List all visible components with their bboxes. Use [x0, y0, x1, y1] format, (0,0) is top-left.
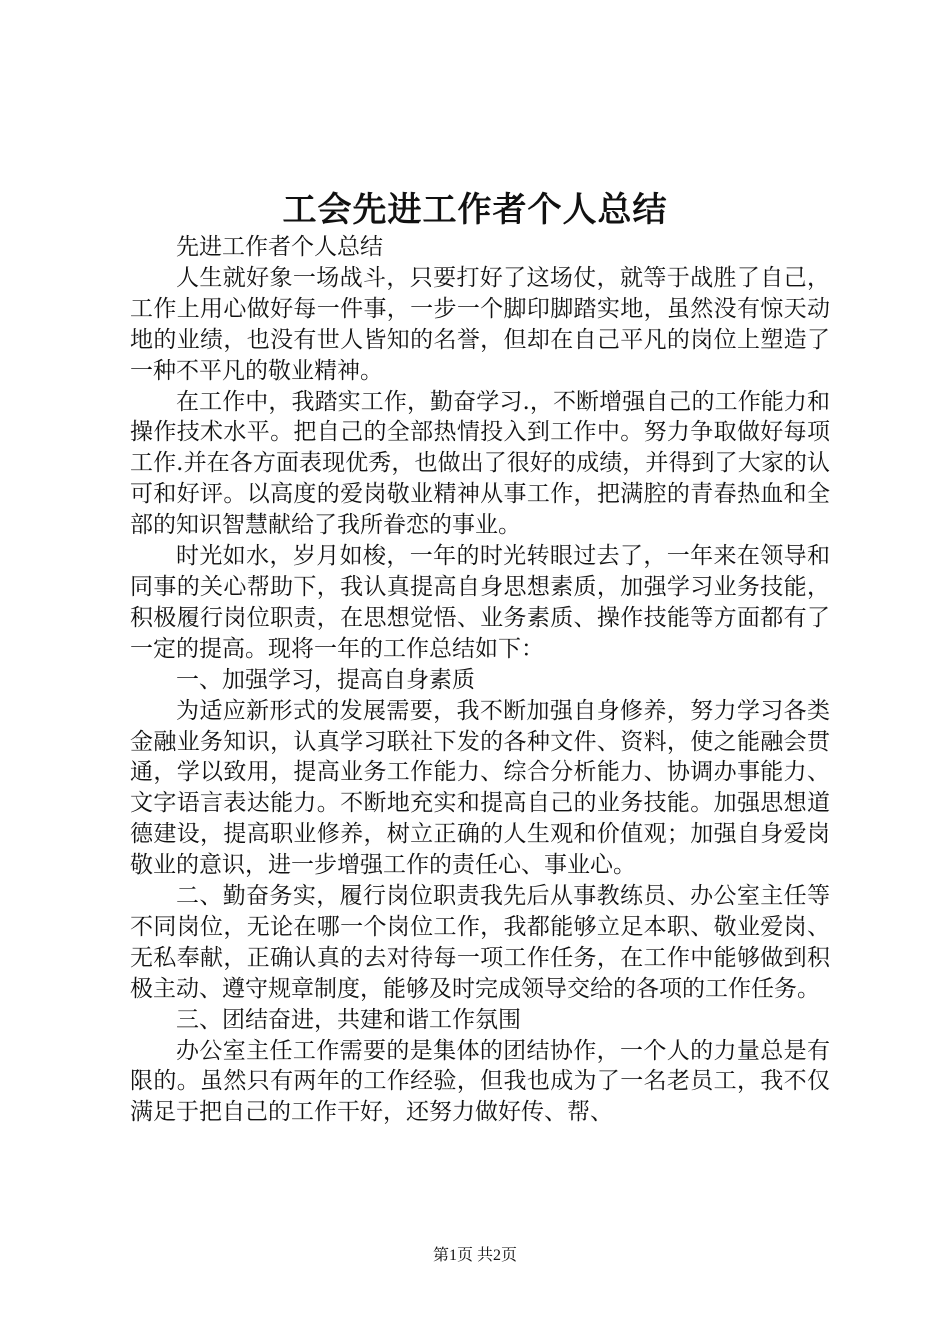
- document-body: [130, 232, 830, 1128]
- paragraph: 办公室主任工作需要的是集体的团结协作，一个人的力量总是有限的。虽然只有两年的工作经验，但我也成为了一名老员工，我不仅满足于把自己的工作干好，还努力做好传、帮、: [130, 1037, 830, 1126]
- page-indicator: 第1页 共2页: [432, 1247, 517, 1264]
- paragraph-subtitle: 先进工作者个人总结: [176, 234, 383, 260]
- section-heading-paragraph: 二、勤奋务实，履行岗位职责我先后从事教练员、办公室主任等不同岗位，无论在哪一个岗位工作，我都能够立足本职、敬业爱岗、无私奉献，正确认真的去对待每一项工作任务，在工作中能够做到积极主动、遵守规章制度，能够及时完成领导交给的各项的工作任务。: [130, 883, 830, 1002]
- section-heading: 三、团结奋进，共建和谐工作氛围: [176, 1006, 521, 1033]
- paragraph: 时光如水，岁月如梭，一年的时光转眼过去了，一年来在领导和同事的关心帮助下，我认真提高自身思想素质，加强学习业务技能，积极履行岗位职责，在思想觉悟、业务素质、操作技能等方面都有了一定的提高。现将一年的工作总结如下：: [130, 543, 830, 662]
- paragraph: 人生就好象一场战斗，只要打好了这场仗，就等于战胜了自己，工作上用心做好每一件事，一步一个脚印脚踏实地，虽然没有惊天动地的业绩，也没有世人皆知的名誉，但却在自己平凡的岗位上塑造了一种不平凡的敬业精神。: [130, 264, 830, 384]
- paragraph: 在工作中，我踏实工作，勤奋学习.，不断增强自己的工作能力和操作技术水平。把自己的全部热情投入到工作中。努力争取做好每项工作.并在各方面表现优秀，也做出了很好的成绩，并得到了大家的认可和好评。以高度的爱岗敬业精神从事工作，把满腔的青春热血和全部的知识智慧献给了我所眷恋的事业。: [130, 388, 830, 539]
- paragraph: 为适应新形式的发展需要，我不断加强自身修养，努力学习各类金融业务知识，认真学习联社下发的各种文件、资料，使之能融会贯通，学以致用，提高业务工作能力、综合分析能力、协调办事能力、文字语言表达能力。不断地充实和提高自己的业务技能。加强思想道德建设，提高职业修养，树立正确的人生观和价值观；加强自身爱岗敬业的意识，进一步增强工作的责任心、事业心。: [130, 697, 830, 879]
- document-title: 工会先进工作者个人总结: [282, 190, 668, 230]
- section-heading: 一、加强学习，提高自身素质: [176, 666, 475, 693]
